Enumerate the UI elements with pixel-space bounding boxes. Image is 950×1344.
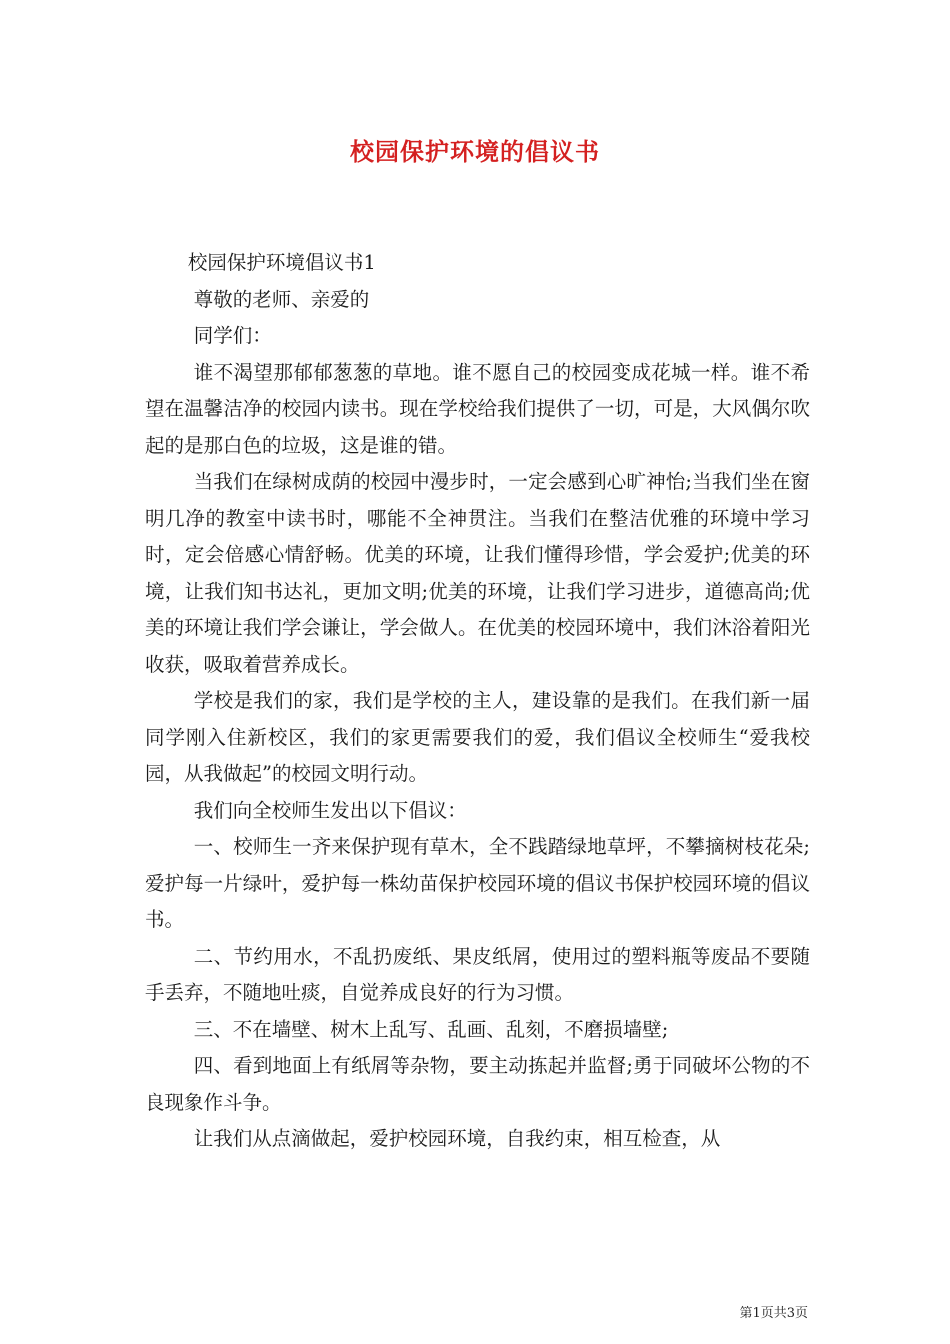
document-body bbox=[145, 245, 810, 1158]
document-title: 校园保护环境的倡议书 bbox=[350, 137, 600, 166]
document-subtitle: 校园保护环境倡议书1 bbox=[187, 251, 376, 274]
page-indicator: 第1页共3页 bbox=[739, 1306, 808, 1321]
paragraph: 当我们在绿树成荫的校园中漫步时，一定会感到心旷神怡;当我们坐在窗明几净的教室中读书时，哪能不全神贯注。当我们在整洁优雅的环境中学习时，定会倍感心情舒畅。优美的环境，让我们懂得珍惜，学会爱护;优美的环境，让我们知书达礼，更加文明;优美的环境，让我们学习进步，道德高尚;优美的环境让我们学会谦让，学会做人。在优美的校园环境中，我们沐浴着阳光收获，吸取着营养成长。 bbox=[145, 470, 810, 676]
paragraph: 学校是我们的家，我们是学校的主人，建设靠的是我们。在我们新一届同学刚入住新校区，我们的家更需要我们的爱，我们倡议全校师生“爱我校园，从我做起”的校园文明行动。 bbox=[145, 689, 810, 785]
salutation-line-2: 同学们： bbox=[193, 324, 272, 347]
proposal-item-2: 二、节约用水，不乱扔废纸、果皮纸屑，使用过的塑料瓶等废品不要随手丢弃，不随地吐痰，自觉养成良好的行为习惯。 bbox=[145, 944, 810, 1004]
proposal-item-1: 一、校师生一齐来保护现有草木，全不践踏绿地草坪，不攀摘树枝花朵;爱护每一片绿叶，爱护每一株幼苗保护校园环境的倡议书保护校园环境的倡议书。 bbox=[145, 835, 810, 931]
paragraph: 让我们从点滴做起，爱护校园环境，自我约束，相互检查，从 bbox=[193, 1127, 721, 1150]
paragraph: 我们向全校师生发出以下倡议： bbox=[193, 798, 467, 822]
paragraph: 谁不渴望那郁郁葱葱的草地。谁不愿自己的校园变成花城一样。谁不希望在温馨洁净的校园内读书。现在学校给我们提供了一切，可是，大风偶尔吹起的是那白色的垃圾，这是谁的错。 bbox=[145, 360, 810, 457]
proposal-item-3: 三、不在墙壁、树木上乱写、乱画、乱刻，不磨损墙壁; bbox=[193, 1017, 669, 1041]
salutation-line-1: 尊敬的老师、亲爱的 bbox=[193, 287, 370, 311]
proposal-item-4: 四、看到地面上有纸屑等杂物，要主动拣起并监督;勇于同破坏公物的不良现象作斗争。 bbox=[145, 1054, 810, 1114]
